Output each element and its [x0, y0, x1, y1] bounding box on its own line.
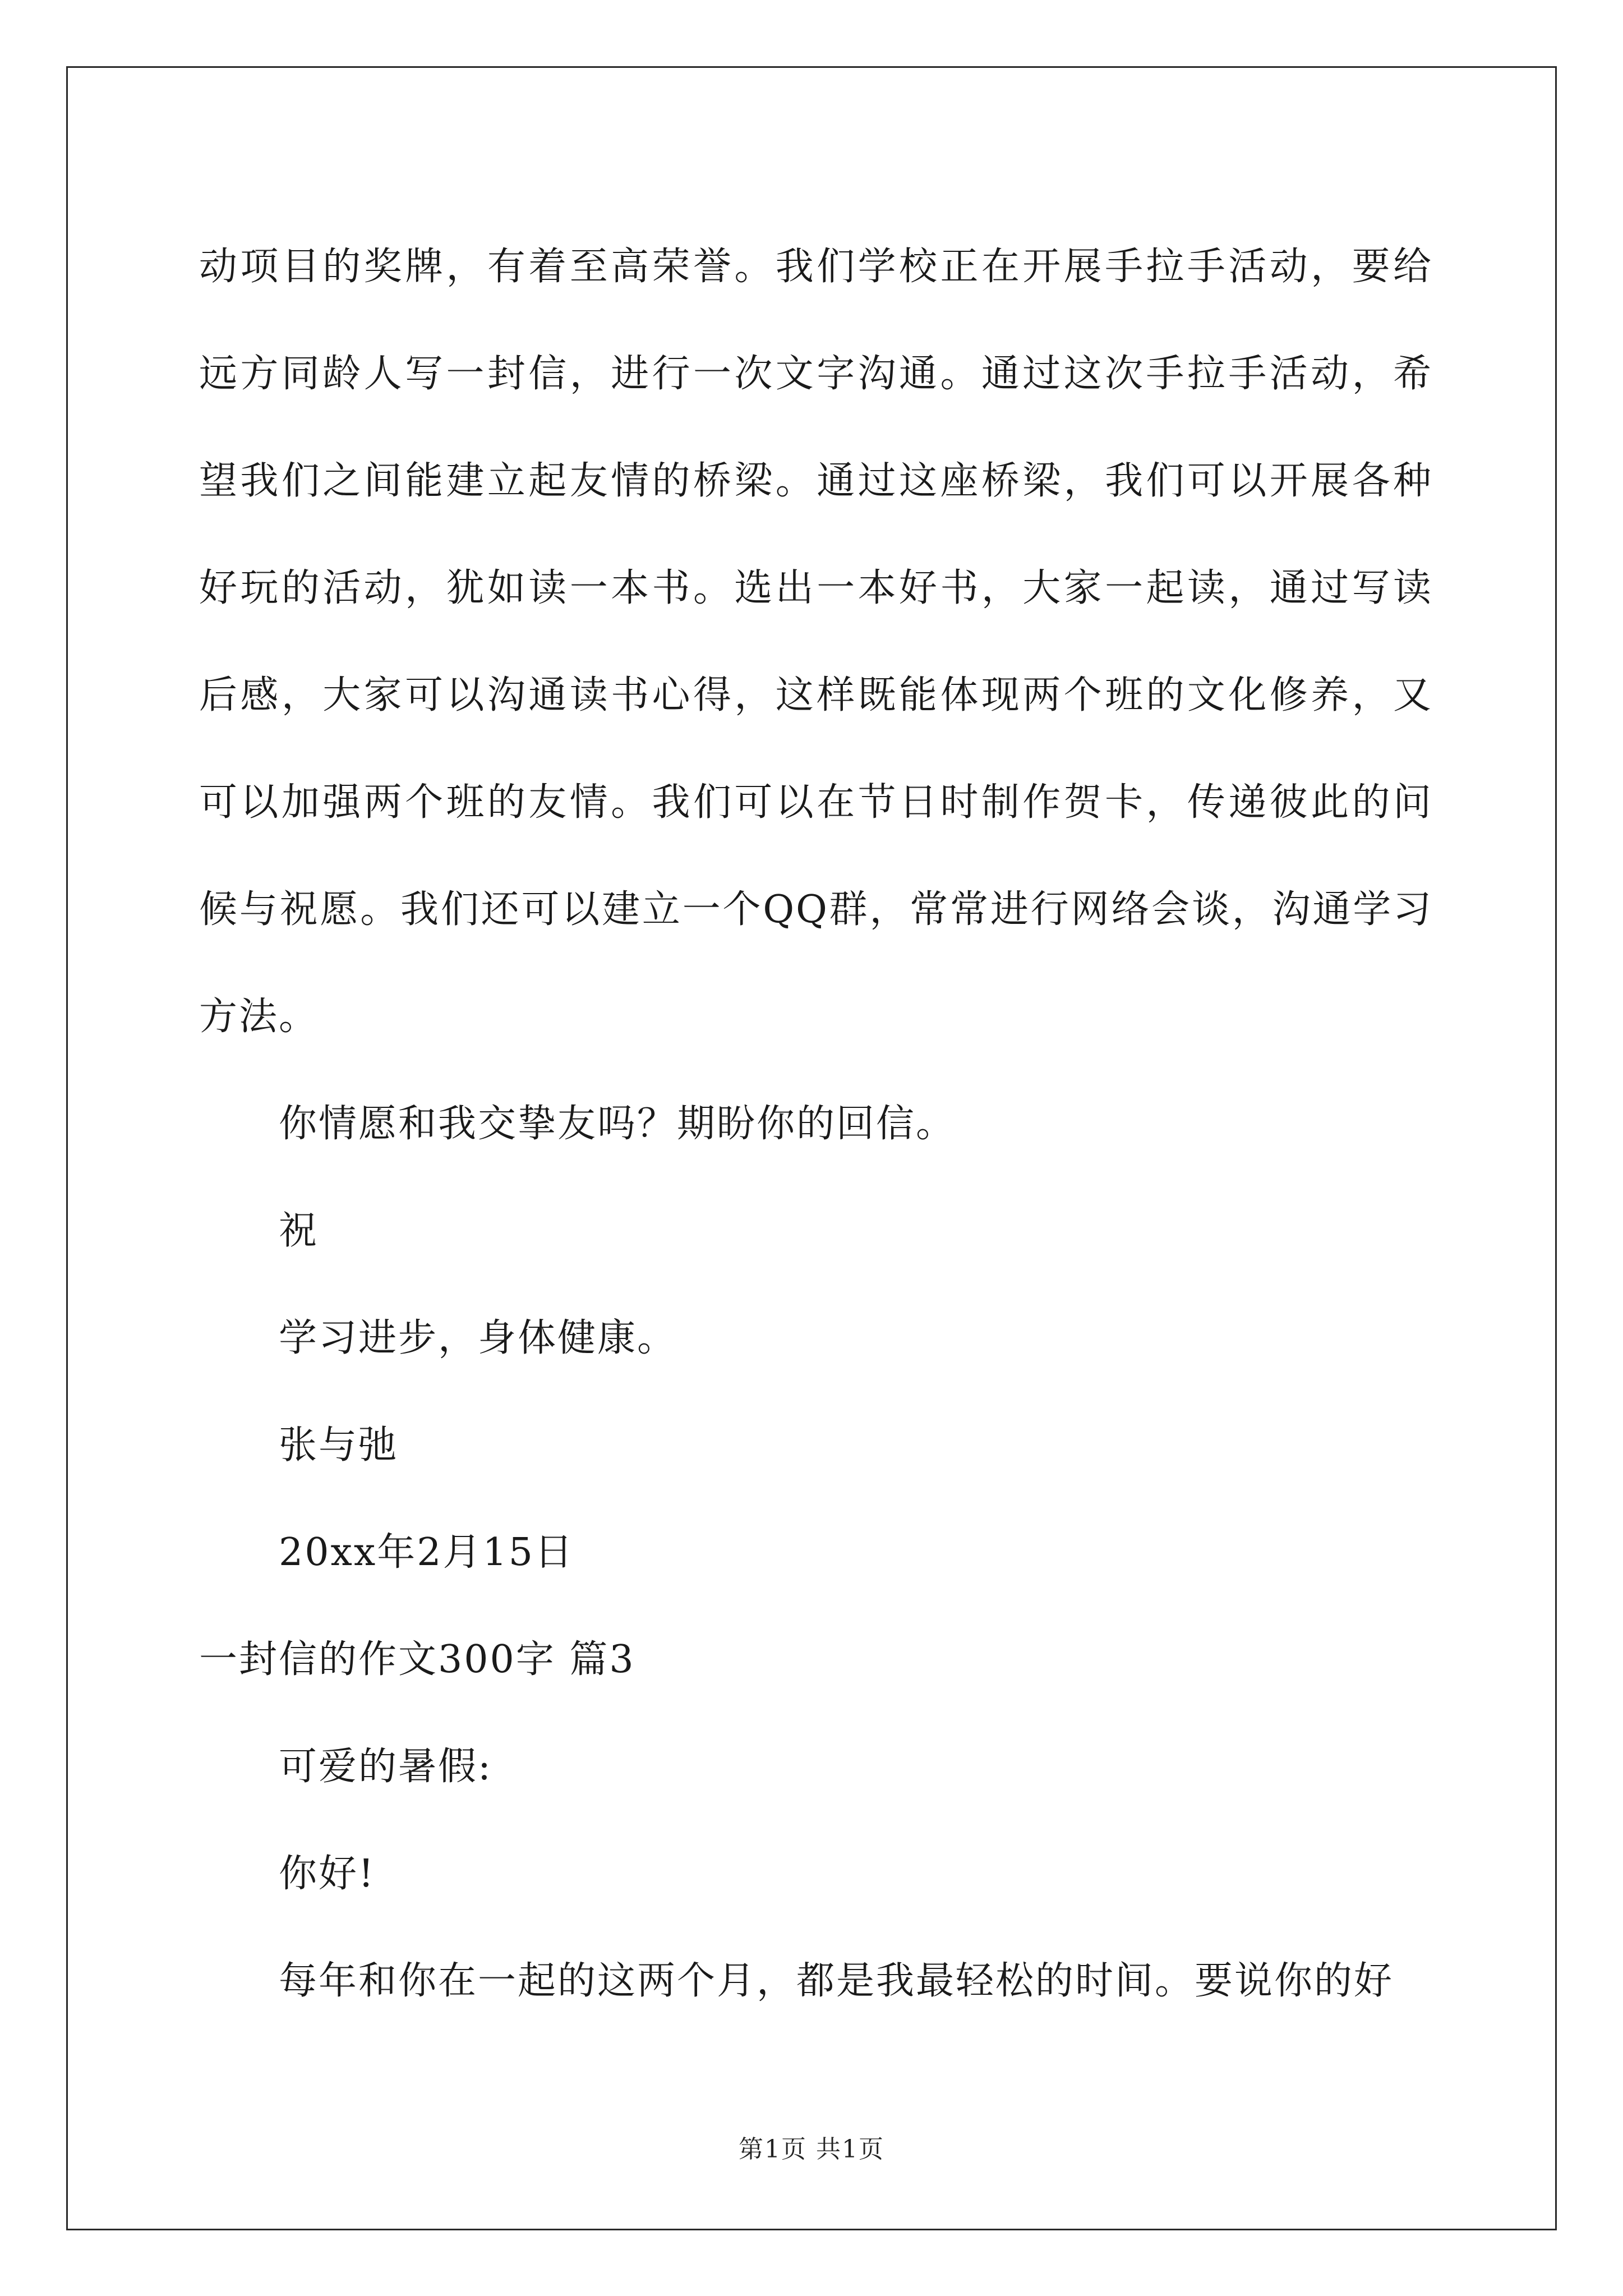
signature: 张与弛 [279, 1423, 399, 1467]
body-paragraph-3: 每年和你在一起的这两个月，都是我最轻松的时间。要说你的好 [279, 1959, 1394, 2003]
letter-date: 20xx年2月15日 [279, 1530, 575, 1575]
closing-blessing: 学习进步，身体健康。 [279, 1316, 677, 1360]
salutation: 可爱的暑假: [279, 1745, 492, 1789]
document-body [199, 213, 1433, 2035]
body-paragraph-1: 动项目的奖牌，有着至高荣誉。我们学校正在开展手拉手活动，要给远方同龄人写一封信，进行一次文字沟通。通过这次手拉手活动，希望我们之间能建立起友情的桥梁。通过这座桥梁，我们可以开展各种好玩的活动，犹如读一本书。选出一本好书，大家一起读，通过写读后感，大家可以沟通读书心得，这样既能体现两个班的文化修养，又可以加强两个班的友情。我们可以在节日时制作贺卡，传递彼此的问候与祝愿。我们还可以建立一个QQ群，常常进行网络会谈，沟通学习方法。 [199, 245, 1433, 1039]
greeting: 你好! [279, 1852, 376, 1896]
body-paragraph-2: 你情愿和我交挚友吗？期盼你的回信。 [279, 1102, 956, 1146]
section-heading: 一封信的作文300字 篇3 [199, 1637, 635, 1682]
closing-wish: 祝 [279, 1209, 319, 1253]
page-footer: 第1页 共1页 [739, 2135, 884, 2164]
